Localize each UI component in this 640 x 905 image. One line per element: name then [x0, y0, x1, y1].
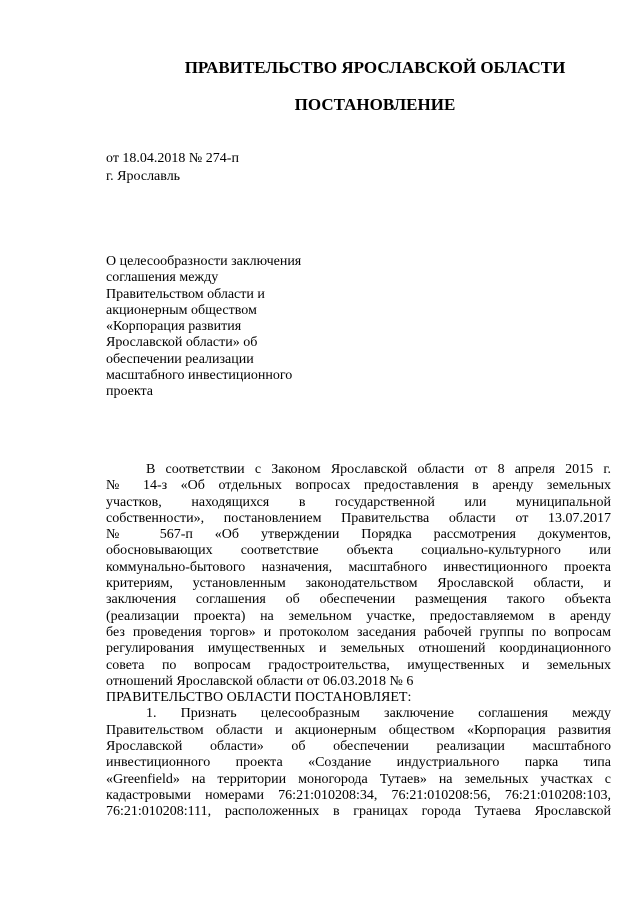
subject-line: акционерным обществом	[106, 302, 257, 318]
body-line: инвестиционного проекта «Создание индустриального парка типа	[106, 755, 611, 771]
subject-line: Ярославской области» об	[106, 335, 258, 351]
body-line: без проведения торгов» и протоколом заседания рабочей группы по вопросам	[106, 624, 611, 640]
subject-line: «Корпорация развития	[106, 319, 242, 335]
body-line: коммунально-бытового назначения, масштабного инвестиционного проекта	[106, 559, 611, 575]
body-line: № 567-п «Об утверждении Порядка рассмотрения документов,	[106, 527, 611, 543]
body-line: регулирования имущественных и земельных отношений координационного	[106, 641, 611, 657]
body-line: Правительством области и акционерным обществом «Корпорация развития	[106, 722, 611, 738]
body-line: № 14-з «Об отдельных вопросах предоставления в аренду земельных	[106, 478, 611, 494]
body-line: критериям, установленным законодательством Ярославской области, и	[106, 576, 611, 592]
subject-block	[106, 254, 336, 401]
organization-title: ПРАВИТЕЛЬСТВО ЯРОСЛАВСКОЙ ОБЛАСТИ	[184, 58, 566, 77]
body-line: 76:21:010208:111, расположенных в границах города Тутаева Ярославской	[106, 804, 611, 820]
body-line: собственности», постановлением Правительства области от 13.07.2017	[106, 510, 611, 526]
body-line: Ярославской области» об обеспечении реализации масштабного	[106, 739, 611, 755]
body-line: В соответствии с Законом Ярославской области от 8 апреля 2015 г.	[146, 462, 611, 477]
body-line: (реализации проекта) на земельном участке, предоставляемом в аренду	[106, 608, 611, 624]
body-line: отношений Ярославской области от 06.03.2018 № 6	[106, 673, 414, 689]
date-number: от 18.04.2018 № 274-п	[106, 151, 239, 166]
subject-line: обеспечении реализации	[106, 351, 254, 367]
body-line: участков, находящихся в государственной или муниципальной	[106, 494, 611, 510]
subject-line: масштабного инвестиционного	[106, 368, 293, 384]
body-line: кадастровыми номерами 76:21:010208:34, 76:21:010208:56, 76:21:010208:103,	[106, 787, 611, 803]
body-line: заключения соглашения об обеспечении размещения такого объекта	[106, 592, 611, 608]
city: г. Ярославль	[106, 169, 181, 184]
subject-line: соглашения между	[106, 270, 219, 286]
resolution-line: ПРАВИТЕЛЬСТВО ОБЛАСТИ ПОСТАНОВЛЯЕТ:	[106, 690, 412, 706]
body-line: совета по вопросам градостроительства, имущественных и земельных	[106, 657, 611, 673]
subject-line: О целесообразности заключения	[106, 254, 302, 269]
body-text	[106, 462, 611, 821]
body-line: обосновывающих соответствие объекта социально-культурного или	[106, 543, 611, 559]
subject-line: проекта	[106, 384, 153, 400]
body-line: «Greenfield» на территории моногорода Тутаев» на земельных участках с	[106, 771, 611, 787]
document-type-title: ПОСТАНОВЛЕНИЕ	[294, 95, 456, 114]
subject-line: Правительством области и	[106, 286, 265, 302]
body-line: 1. Признать целесообразным заключение соглашения между	[146, 706, 611, 722]
